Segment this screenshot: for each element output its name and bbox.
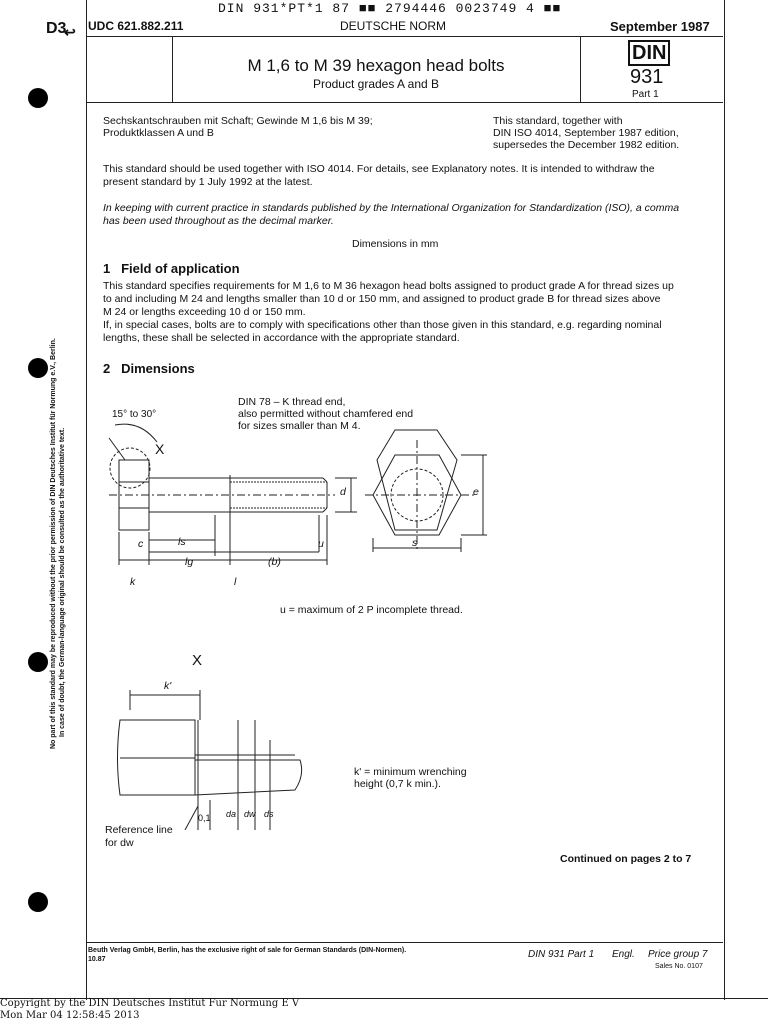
footer-price: Price group 7 <box>648 949 708 960</box>
dim-label-lg: lg <box>185 556 194 568</box>
publisher-note: Beuth Verlag GmbH, Berlin, has the exclusive right of sale for German Standards (DIN-Normen). <box>88 947 407 954</box>
copyright-line-1: Copyright by the DIN Deutsches Institut Fur Normung E V <box>0 998 300 1009</box>
dim-label-c: c <box>138 538 144 550</box>
punch-hole <box>28 88 48 108</box>
section-1-line: M 24 or lengths exceeding 10 d or 150 mm. <box>103 306 306 318</box>
reference-line-2: for dw <box>105 837 134 849</box>
dim-label-s: s <box>412 537 418 549</box>
small-label-v: 0,1 <box>198 813 211 823</box>
section-2-heading: 2 Dimensions <box>103 361 195 376</box>
german-title-2: Produktklassen A und B <box>103 127 214 139</box>
page-subtitle: Product grades A and B <box>312 77 440 91</box>
decimal-note-1: In keeping with current practice in standards published by the International Organization for Standardization (ISO), a comma <box>103 202 680 214</box>
continued-note: Continued on pages 2 to 7 <box>560 853 692 865</box>
reference-line-1: Reference line <box>105 824 173 836</box>
german-title-1: Sechskantschrauben mit Schaft; Gewinde M 1,6 bis M 39; <box>103 115 373 127</box>
punch-hole <box>28 892 48 912</box>
thread-note-2: also permitted without chamfered end <box>238 408 414 420</box>
intro-line-2: present standard by 1 July 1992 at the latest. <box>103 176 313 188</box>
din-number: 931 <box>630 66 664 88</box>
intro-line-1: This standard should be used together with ISO 4014. For details, see Explanatory notes. It is intended to withdraw the <box>103 163 655 175</box>
din-logo: DIN <box>628 40 670 66</box>
thread-note-1: DIN 78 – K thread end, <box>238 396 346 408</box>
footer-doc: DIN 931 Part 1 <box>528 949 595 960</box>
wrenching-note-2: height (0,7 k min.). <box>354 778 441 790</box>
drawing-1-caption: u = maximum of 2 P incomplete thread. <box>280 604 463 616</box>
footer-code: 10.87 <box>88 956 106 963</box>
small-label-dw: dw <box>244 809 256 819</box>
punch-hole <box>28 358 48 378</box>
section-1-heading: 1 Field of application <box>103 261 240 276</box>
section-1-line: to and including M 24 and lengths smaller than 10 d or 150 mm, and assigned to product grade B for thread sizes above <box>103 293 661 305</box>
decimal-note-2: has been used throughout as the decimal marker. <box>103 215 334 227</box>
detail-x-view <box>110 680 310 830</box>
punch-hole <box>28 652 48 672</box>
supersedes-3: supersedes the December 1982 edition. <box>493 139 680 151</box>
dim-label-ls: ls <box>178 536 186 548</box>
udc-code: UDC 621.882.211 <box>88 19 184 33</box>
copyright-side-note <box>49 189 67 749</box>
x-mark-detail: X <box>192 652 203 669</box>
section-1-line: If, in special cases, bolts are to comply with specifications other than those given in this standard, e.g. regarding nominal <box>103 319 662 331</box>
dim-label-l: l <box>234 576 237 588</box>
supersedes-2: DIN ISO 4014, September 1987 edition, <box>493 127 679 139</box>
side-note-line-1: No part of this standard may be reproduced without the prior permission of DIN Deutsches Institut für Normung e.V., Berlin. <box>50 338 57 749</box>
page-title: M 1,6 to M 39 hexagon head bolts <box>247 56 505 75</box>
arrow-icon: ↩ <box>64 24 76 40</box>
corner-mark: D3 <box>46 20 67 37</box>
wrenching-note-1: k' = minimum wrenching <box>354 766 467 778</box>
title-box-right <box>580 36 581 102</box>
section-1-line: lengths, these shall be selected in accordance with the appropriate standard. <box>103 332 460 344</box>
part-label: Part 1 <box>632 89 659 100</box>
x-mark: X <box>155 441 165 457</box>
footer-lang: Engl. <box>612 949 635 960</box>
bolt-side-view <box>95 420 490 570</box>
dim-label-b: (b) <box>268 556 281 568</box>
dim-label-e: e <box>473 486 479 498</box>
angle-label: 15° to 30° <box>112 409 157 420</box>
footer-rule <box>86 942 723 943</box>
dim-label-u: u <box>318 538 324 550</box>
small-label-ds: ds <box>264 809 274 819</box>
dimensions-unit: Dimensions in mm <box>352 238 439 250</box>
norm-label: DEUTSCHE NORM <box>340 19 447 33</box>
supersedes-1: This standard, together with <box>493 115 623 127</box>
side-note-line-2: In case of doubt, the German-language original should be consulted as the authoritative text. <box>59 427 66 737</box>
dim-label-d: d <box>340 486 346 498</box>
dim-label-k: k <box>130 576 136 588</box>
header-rule <box>86 36 723 37</box>
title-box-bottom <box>86 102 723 103</box>
document-code: DIN 931*PT*1 87 ■■ 2794446 0023749 4 ■■ <box>218 1 562 16</box>
small-label-da: da <box>226 809 237 819</box>
k-prime-label: k' <box>164 680 172 692</box>
section-1-line: This standard specifies requirements for M 1,6 to M 36 hexagon head bolts assigned to product grade A for thread sizes up <box>103 280 674 292</box>
issue-date: September 1987 <box>610 19 710 34</box>
thread-note-3: for sizes smaller than M 4. <box>238 420 361 432</box>
copyright-line-2: Mon Mar 04 12:58:45 2013 <box>0 1010 140 1021</box>
footer-sales: Sales No. 0107 <box>655 963 703 970</box>
